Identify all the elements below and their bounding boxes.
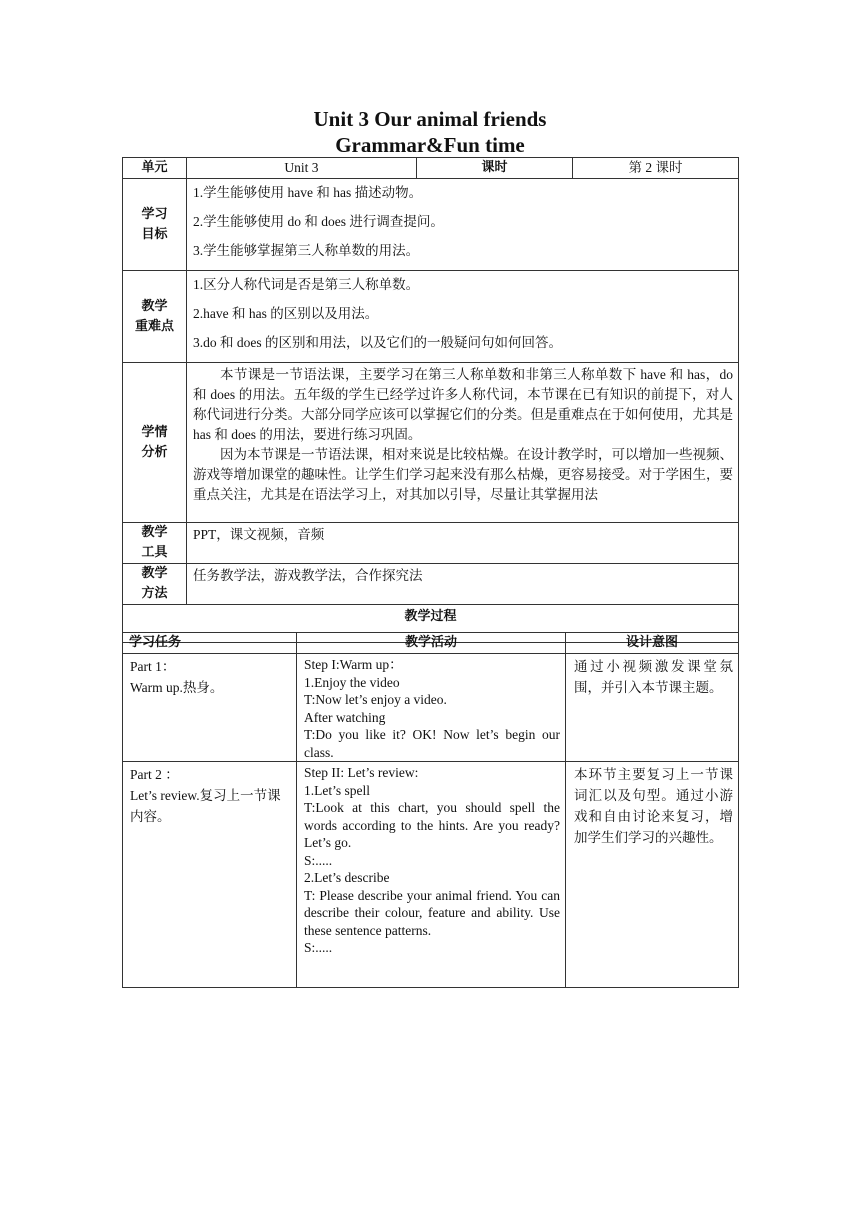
period-value: 第 2 课时 (573, 158, 739, 179)
task-line: Let’s review.复习上一节课内容。 (130, 788, 281, 824)
task-line: Part 2 ： (130, 767, 179, 782)
analysis-content (187, 363, 739, 523)
activity-line: T:Do you like it? OK! Now let’s begin our class. (304, 727, 560, 760)
methods-value: 任务教学法，游戏教学法，合作探究法 (187, 564, 739, 605)
unit-value: Unit 3 (187, 158, 417, 179)
goals-row (123, 179, 739, 271)
table-row (123, 762, 739, 988)
goals-content (187, 179, 739, 271)
task-line: Warm up.热身。 (130, 680, 224, 695)
activity-line: Step II: Let’s review: (304, 765, 419, 780)
activity-cell (297, 762, 566, 988)
header-intent: 设计意图 (566, 633, 739, 654)
intent-cell (566, 654, 739, 762)
intent-text: 本环节主要复习上一节课词汇以及句型。通过小游戏和自由讨论来复习，增加学生们学习的兴趣性。 (574, 767, 733, 845)
header-task: 学习任务 (123, 633, 297, 654)
difficulty-item: 3.do 和 does 的区别和用法，以及它们的一般疑问句如何回答。 (193, 335, 562, 350)
activity-line: T: Please describe your animal friend. You can describe their colour, feature and ability. Use these sentence patterns. (304, 887, 560, 938)
difficulty-item: 1.区分人称代词是否是第三人称单数。 (193, 277, 420, 292)
activity-cell (297, 654, 566, 762)
period-label: 课时 (417, 158, 573, 179)
goals-label: 学习 目标 (123, 179, 187, 271)
analysis-row (123, 363, 739, 523)
activity-line: T:Now let’s enjoy a video. (304, 692, 447, 707)
difficulties-label: 教学 重难点 (123, 271, 187, 363)
process-title: 教学过程 (123, 605, 739, 643)
activity-line: After watching (304, 709, 386, 725)
task-cell (123, 762, 297, 988)
unit-row (123, 158, 739, 179)
difficulties-content (187, 271, 739, 363)
intent-cell (566, 762, 739, 988)
activity-line: S:..... (304, 940, 333, 955)
difficulties-row (123, 271, 739, 363)
activity-line: 1.Enjoy the video (304, 674, 400, 690)
goal-item: 2.学生能够使用 do 和 does 进行调查提问。 (193, 214, 444, 229)
tools-label: 教学 工具 (123, 523, 187, 564)
document-subtitle: Grammar&Fun time (335, 133, 525, 157)
intent-text: 通过小视频激发课堂氛围，并引入本节课主题。 (574, 659, 733, 695)
analysis-paragraph: 本节课是一节语法课，主要学习在第三人称单数和非第三人称单数下 have 和 has，do 和 does 的用法。五年级的学生已经学过许多人称代词，本节课在已有知识的前提下，对人称代词进行分类。大部分同学应该可以掌握它们的分类。但是重难点在于如何使用，尤其是 has 和 does 的用法，要进行练习巩固。 (193, 367, 733, 442)
task-cell (123, 654, 297, 762)
activity-line: T:Look at this chart, you should spell the words according to the hints. Are you ready? Let’s go. (304, 800, 560, 850)
lesson-info-table (122, 157, 739, 643)
document-title: Unit 3 Our animal friends (313, 107, 547, 131)
goal-item: 3.学生能够掌握第三人称单数的用法。 (193, 243, 420, 258)
activity-line: S:..... (304, 852, 333, 868)
tools-value: PPT，课文视频，音频 (187, 523, 739, 564)
methods-label: 教学 方法 (123, 564, 187, 605)
process-header-row (123, 633, 739, 654)
table-row (123, 654, 739, 762)
goal-item: 1.学生能够使用 have 和 has 描述动物。 (193, 185, 423, 200)
activity-line: Step I:Warm up： (304, 657, 403, 672)
activity-line: 1.Let’s spell (304, 782, 370, 798)
tools-row (123, 523, 739, 564)
header-activity: 教学活动 (297, 633, 566, 654)
analysis-paragraph: 因为本节课是一节语法课，相对来说是比较枯燥。在设计教学时，可以增加一些视频、游戏等增加课堂的趣味性。让学生们学习起来没有那么枯燥，更容易接受。对于学困生，要重点关注，尤其是在语法学习上，对其加以引导，尽量让其掌握用法 (193, 447, 733, 502)
activity-line: 2.Let’s describe (304, 870, 390, 885)
unit-label: 单元 (123, 158, 187, 179)
analysis-label: 学情 分析 (123, 363, 187, 523)
methods-row (123, 564, 739, 605)
difficulty-item: 2.have 和 has 的区别以及用法。 (193, 306, 379, 321)
process-table (122, 632, 739, 988)
task-line: Part 1： (130, 659, 176, 674)
